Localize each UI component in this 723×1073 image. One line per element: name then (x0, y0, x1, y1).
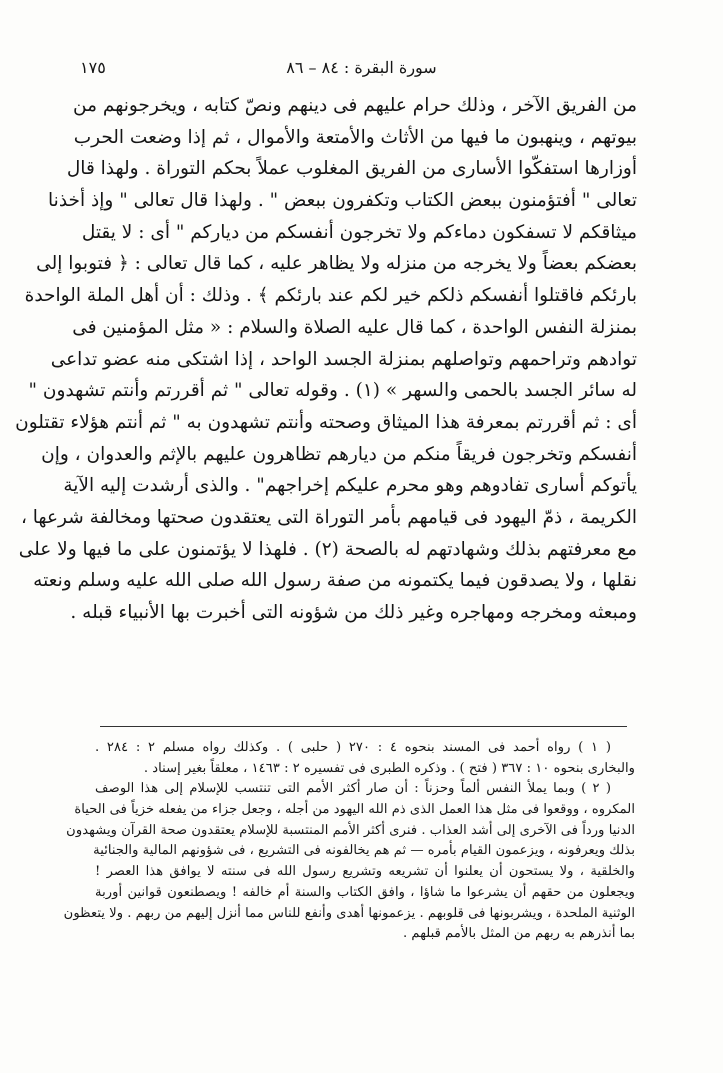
footnote-2-line: بما أنذرهم به ربهم من المثل بالأمم قبلهم . (403, 926, 635, 942)
text-line: أوزارها استفكّوا الأسارى من الفريق المغلوب عملاً بحكم التوراة . ولهذا قال (66, 158, 637, 180)
running-title: سورة البقرة : ٨٤ – ٨٦ (286, 58, 437, 77)
main-text (15, 90, 637, 629)
footnote-divider (100, 726, 627, 727)
footnote-2-line: والخلقية ، ولا يستحون أن يعلنوا أن تشريعه وتشريع رسول الله فى سنته لا يوافق هذا العصر ! (95, 864, 635, 880)
text-line: ومبعثه ومخرجه ومهاجره وغير ذلك من شؤونه التى أخبرت بها الأنبياء قبله . (70, 602, 637, 623)
text-line: أى : ثم أقررتم بمعرفة هذا الميثاق وصحته وأنتم تشهدون به " ثم أنتم هؤلاء تقتلون (15, 411, 637, 433)
footnotes (63, 738, 635, 945)
text-line: توادهم وتراحمهم وتواصلهم بمنزلة الجسد الواحد ، إذا اشتكى منه عضو تداعى (50, 348, 637, 370)
text-line: نقلها ، ولا يصدقون فيما يكتمونه من صفة رسول الله صلى الله عليه وسلم ونعته (33, 570, 637, 592)
footnote-1-line: والبخارى بنحوه ١٠ : ٣٦٧ ( فتح ) . وذكره الطبرى فى تفسيره ٢ : ١٤٦٣ ، معلقاً بغير إسناد . (143, 760, 635, 776)
text-line: ميثاقكم لا تسفكون دماءكم ولا تخرجون أنفسكم من دياركم " أى : لا يقتل (81, 221, 637, 243)
text-line: الكريمة ، ذمّ اليهود فى قيامهم بأمر التوراة التى يعتقدون صحتها ومخالفة شرعها ، (20, 506, 637, 528)
footnote-2-line: ويجعلون من حقهم أن يشرعوا ما شاؤا ، وافق الكتاب والسنة أم خالفه ! ويصطنعون قوانين أوربة (95, 884, 635, 900)
footnote-1-line: ( ١ ) رواه أحمد فى المسند بنحوه ٤ : ٢٧٠ ( حلبى ) . وكذلك رواه مسلم ٢ : ٢٨٤ . (95, 740, 611, 755)
page-number: ١٧٥ (80, 58, 106, 77)
text-line: بعضكم بعضاً ولا يخرجه من منزله ولا يظاهر عليه ، كما قال تعالى : ﴿ فتوبوا إلى (36, 253, 637, 275)
text-line: تعالى " أفتؤمنون ببعض الكتاب وتكفرون ببعض " . ولهذا قال تعالى " وإذ أخذنا (48, 190, 637, 212)
footnote-2-line: المكروه ، ووقعوا فى مثل هذا العمل الذى ذم الله اليهود من أجله ، وجعل جزاء من يفعله خزياً فى الحياة (74, 802, 635, 818)
text-line: له سائر الجسد بالحمى والسهر » (١) . وقوله تعالى " ثم أقررتم وأنتم تشهدون " (28, 380, 637, 402)
footnote-2-line: بذلك ويعرفونه ، ويزعمون القيام بأمره — ثم هم يخالفونه فى التشريع ، فى شؤونهم المالية والجنائية (93, 843, 635, 859)
text-line: يأتوكم أسارى تفادوهم وهو محرم عليكم إخراجهم" . والذى أرشدت إليه الآية (63, 475, 637, 497)
text-line: بمنزلة النفس الواحدة ، كما قال عليه الصلاة والسلام : « مثل المؤمنين فى (72, 316, 637, 338)
text-line: بارئكم فاقتلوا أنفسكم ذلكم خير لكم عند بارئكم ﴾ . وذلك : أن أهل الملة الواحدة (24, 285, 637, 307)
footnote-2-line: الدنيا ورداً فى الآخرى إلى أشد العذاب . فنرى أكثر الأمم المنتسبة للإسلام يعتقدون صحة القرآن ويشهدون (66, 822, 635, 838)
footnote-2-line: الوثنية الملحدة ، ويشربونها فى قلوبهم . يزعمونها أهدى وأنفع للناس مما أنزل إليهم من ربهم . ولا يتعظون (63, 905, 635, 921)
footnote-2-line: ( ٢ ) وبما يملأ النفس ألماً وحزناً : أن صار أكثر الأمم التى تنتسب للإسلام إلى هذا الوصف (95, 781, 611, 797)
text-line: مع معرفتهم بذلك وشهادتهم له بالصحة (٢) . فلهذا لا يؤتمنون على ما فيها ولا على (18, 538, 637, 560)
page-header (80, 58, 623, 82)
text-line: من الفريق الآخر ، وذلك حرام عليهم فى دينهم ونصّ كتابه ، ويخرجونهم من (73, 95, 637, 116)
text-line: أنفسكم وتخرجون فريقاً منكم من ديارهم تظاهرون عليهم بالإثم والعدوان ، وإن (41, 443, 637, 465)
text-line: بيوتهم ، وينهبون ما فيها من الأثاث والأمتعة والأموال ، ثم إذا وضعت الحرب (73, 126, 637, 148)
